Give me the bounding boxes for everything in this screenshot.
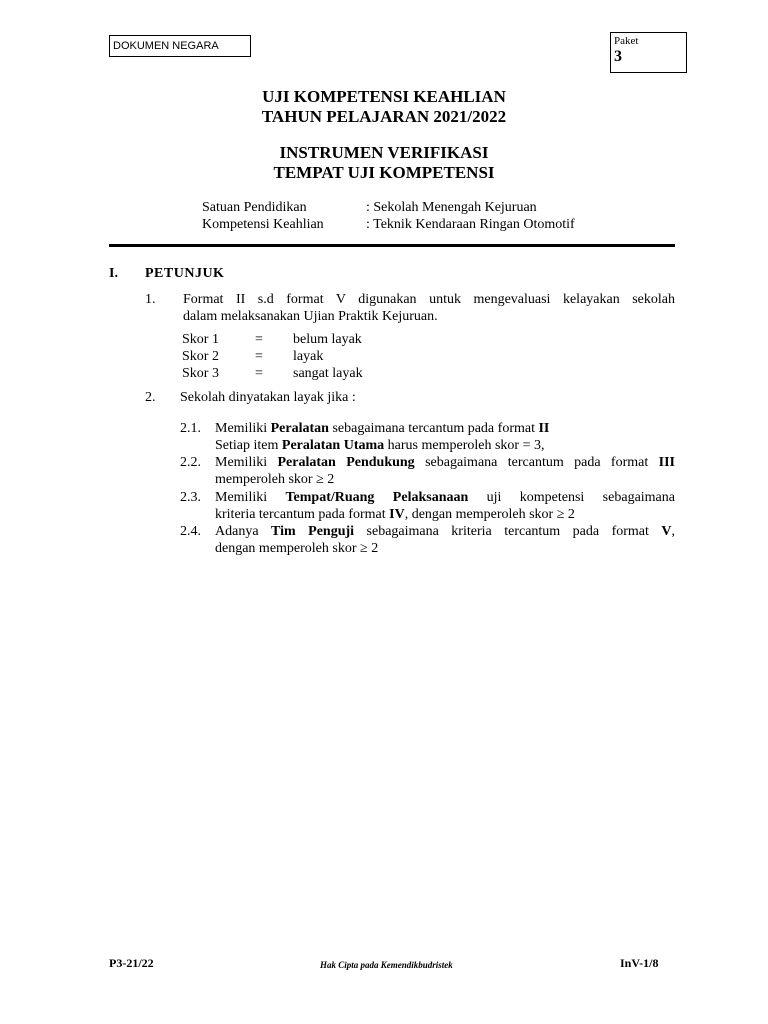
- sub-point-2-3-line-1: Memiliki Tempat/Ruang Pelaksanaan uji kompetensi sebagaimana: [215, 490, 675, 505]
- sub-point-2-1-line-1: Memiliki Peralatan sebagaimana tercantum pada format II: [215, 421, 550, 436]
- info-value-kompetensi: : Teknik Kendaraan Ringan Otomotif: [366, 217, 575, 232]
- sub-point-number: 2.3.: [180, 490, 201, 505]
- info-label-kompetensi: Kompetensi Keahlian: [202, 217, 324, 232]
- paket-box: [610, 32, 687, 73]
- title-line-1: UJI KOMPETENSI KEAHLIAN: [262, 87, 506, 106]
- point-1-line-1: Format II s.d format V digunakan untuk mengevaluasi kelayakan sekolah: [183, 292, 675, 307]
- score-value: layak: [293, 349, 324, 364]
- info-value-satuan: : Sekolah Menengah Kejuruan: [366, 200, 537, 215]
- sub-point-2-4-line-2: dengan memperoleh skor ≥ 2: [215, 541, 379, 556]
- score-label: Skor 3: [182, 366, 219, 381]
- paket-label: Paket: [614, 35, 639, 47]
- score-equals: =: [255, 366, 263, 381]
- sub-point-2-2-line-1: Memiliki Peralatan Pendukung sebagaimana tercantum pada format III: [215, 455, 675, 470]
- sub-point-number: 2.1.: [180, 421, 201, 436]
- score-value: sangat layak: [293, 366, 363, 381]
- point-1-line-2: dalam melaksanakan Ujian Praktik Kejuruan.: [183, 309, 438, 324]
- sub-point-number: 2.4.: [180, 524, 201, 539]
- document-classification-box: [109, 35, 251, 57]
- info-label-satuan: Satuan Pendidikan: [202, 200, 307, 215]
- sub-point-2-3-line-2: kriteria tercantum pada format IV, dengan memperoleh skor ≥ 2: [215, 507, 575, 522]
- doc-label: DOKUMEN NEGARA: [113, 40, 219, 52]
- score-label: Skor 2: [182, 349, 219, 364]
- sub-point-number: 2.2.: [180, 455, 201, 470]
- footer-left-code: P3-21/22: [109, 956, 154, 970]
- score-equals: =: [255, 349, 263, 364]
- section-title: PETUNJUK: [145, 266, 225, 281]
- title-line-4: TEMPAT UJI KOMPETENSI: [273, 163, 495, 182]
- footer-copyright: Hak Cipta pada Kemendikbudristek: [320, 960, 453, 970]
- sub-point-2-1-line-2: Setiap item Peralatan Utama harus memperoleh skor = 3,: [215, 438, 545, 453]
- point-2-number: 2.: [145, 390, 156, 405]
- section-number: I.: [109, 266, 118, 281]
- title-line-3: INSTRUMEN VERIFIKASI: [279, 143, 489, 162]
- title-line-2: TAHUN PELAJARAN 2021/2022: [261, 107, 507, 126]
- sub-point-2-2-line-2: memperoleh skor ≥ 2: [215, 472, 335, 487]
- sub-point-2-4-line-1: Adanya Tim Penguji sebagaimana kriteria tercantum pada format V,: [215, 524, 676, 539]
- point-2-text: Sekolah dinyatakan layak jika :: [180, 390, 356, 405]
- score-label: Skor 1: [182, 332, 219, 347]
- paket-number: 3: [614, 48, 622, 65]
- score-equals: =: [255, 332, 263, 347]
- horizontal-rule: [109, 244, 675, 247]
- score-value: belum layak: [293, 332, 362, 347]
- footer-page-number: InV-1/8: [620, 956, 659, 970]
- point-1-number: 1.: [145, 292, 156, 307]
